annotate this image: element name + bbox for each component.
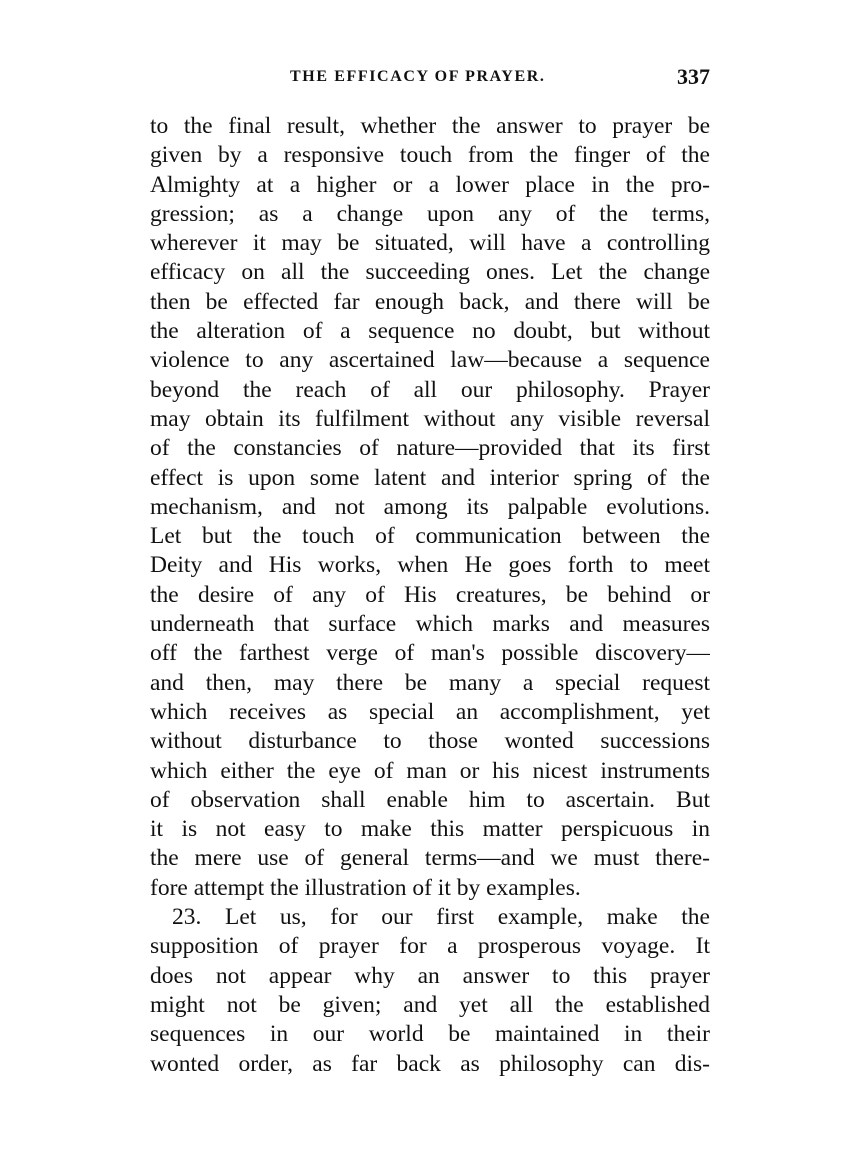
running-head xyxy=(150,62,710,92)
text-line: of the constancies of nature—provided that its first xyxy=(150,435,710,462)
text-line: and then, may there be many a special request xyxy=(150,669,710,696)
text-line: the desire of any of His creatures, be behind or xyxy=(150,581,710,608)
running-head-title: THE EFFICACY OF PRAYER. xyxy=(290,68,546,85)
text-line: sequences in our world be maintained in their xyxy=(150,1021,710,1048)
text-line: gression; as a change upon any of the terms, xyxy=(150,200,710,227)
text-line: fore attempt the illustration of it by examples. xyxy=(150,874,581,901)
text-line: supposition of prayer for a prosperous voyage. It xyxy=(150,933,710,960)
page-number: 337 xyxy=(677,64,710,89)
text-line: off the farthest verge of man's possible discovery— xyxy=(150,640,710,667)
text-line: may obtain its fulfilment without any visible reversal xyxy=(150,405,710,432)
text-line: beyond the reach of all our philosophy. Prayer xyxy=(150,376,710,403)
text-line: Almighty at a higher or a lower place in the pro- xyxy=(150,171,710,198)
text-line: wonted order, as far back as philosophy can dis- xyxy=(150,1050,710,1077)
text-line: the alteration of a sequence no doubt, but without xyxy=(150,318,710,345)
text-line: underneath that surface which marks and measures xyxy=(150,611,710,638)
text-line: 23. Let us, for our first example, make the xyxy=(172,904,710,931)
text-line: efficacy on all the succeeding ones. Let the change xyxy=(150,259,710,286)
text-line: does not appear why an answer to this prayer xyxy=(150,962,710,989)
text-line: the mere use of general terms—and we must there- xyxy=(150,845,710,872)
text-line: mechanism, and not among its palpable evolutions. xyxy=(150,493,710,520)
text-line: given by a responsive touch from the finger of the xyxy=(150,142,710,169)
text-line: might not be given; and yet all the established xyxy=(150,991,710,1018)
text-line: violence to any ascertained law—because a sequence xyxy=(150,347,710,374)
text-line: then be effected far enough back, and there will be xyxy=(150,288,710,315)
body-text xyxy=(150,112,710,1079)
text-line: Deity and His works, when He goes forth to meet xyxy=(150,552,710,579)
text-line: Let but the touch of communication between the xyxy=(150,523,710,550)
text-line: which either the eye of man or his nicest instruments xyxy=(150,757,710,784)
text-line: wherever it may be situated, will have a controlling xyxy=(150,230,710,257)
text-line: it is not easy to make this matter perspicuous in xyxy=(150,816,710,843)
text-line: effect is upon some latent and interior spring of the xyxy=(150,464,710,491)
text-line: of observation shall enable him to ascertain. But xyxy=(150,786,710,813)
text-line: without disturbance to those wonted successions xyxy=(150,728,710,755)
text-line: to the final result, whether the answer to prayer be xyxy=(150,113,710,139)
text-line: which receives as special an accomplishment, yet xyxy=(150,698,710,725)
